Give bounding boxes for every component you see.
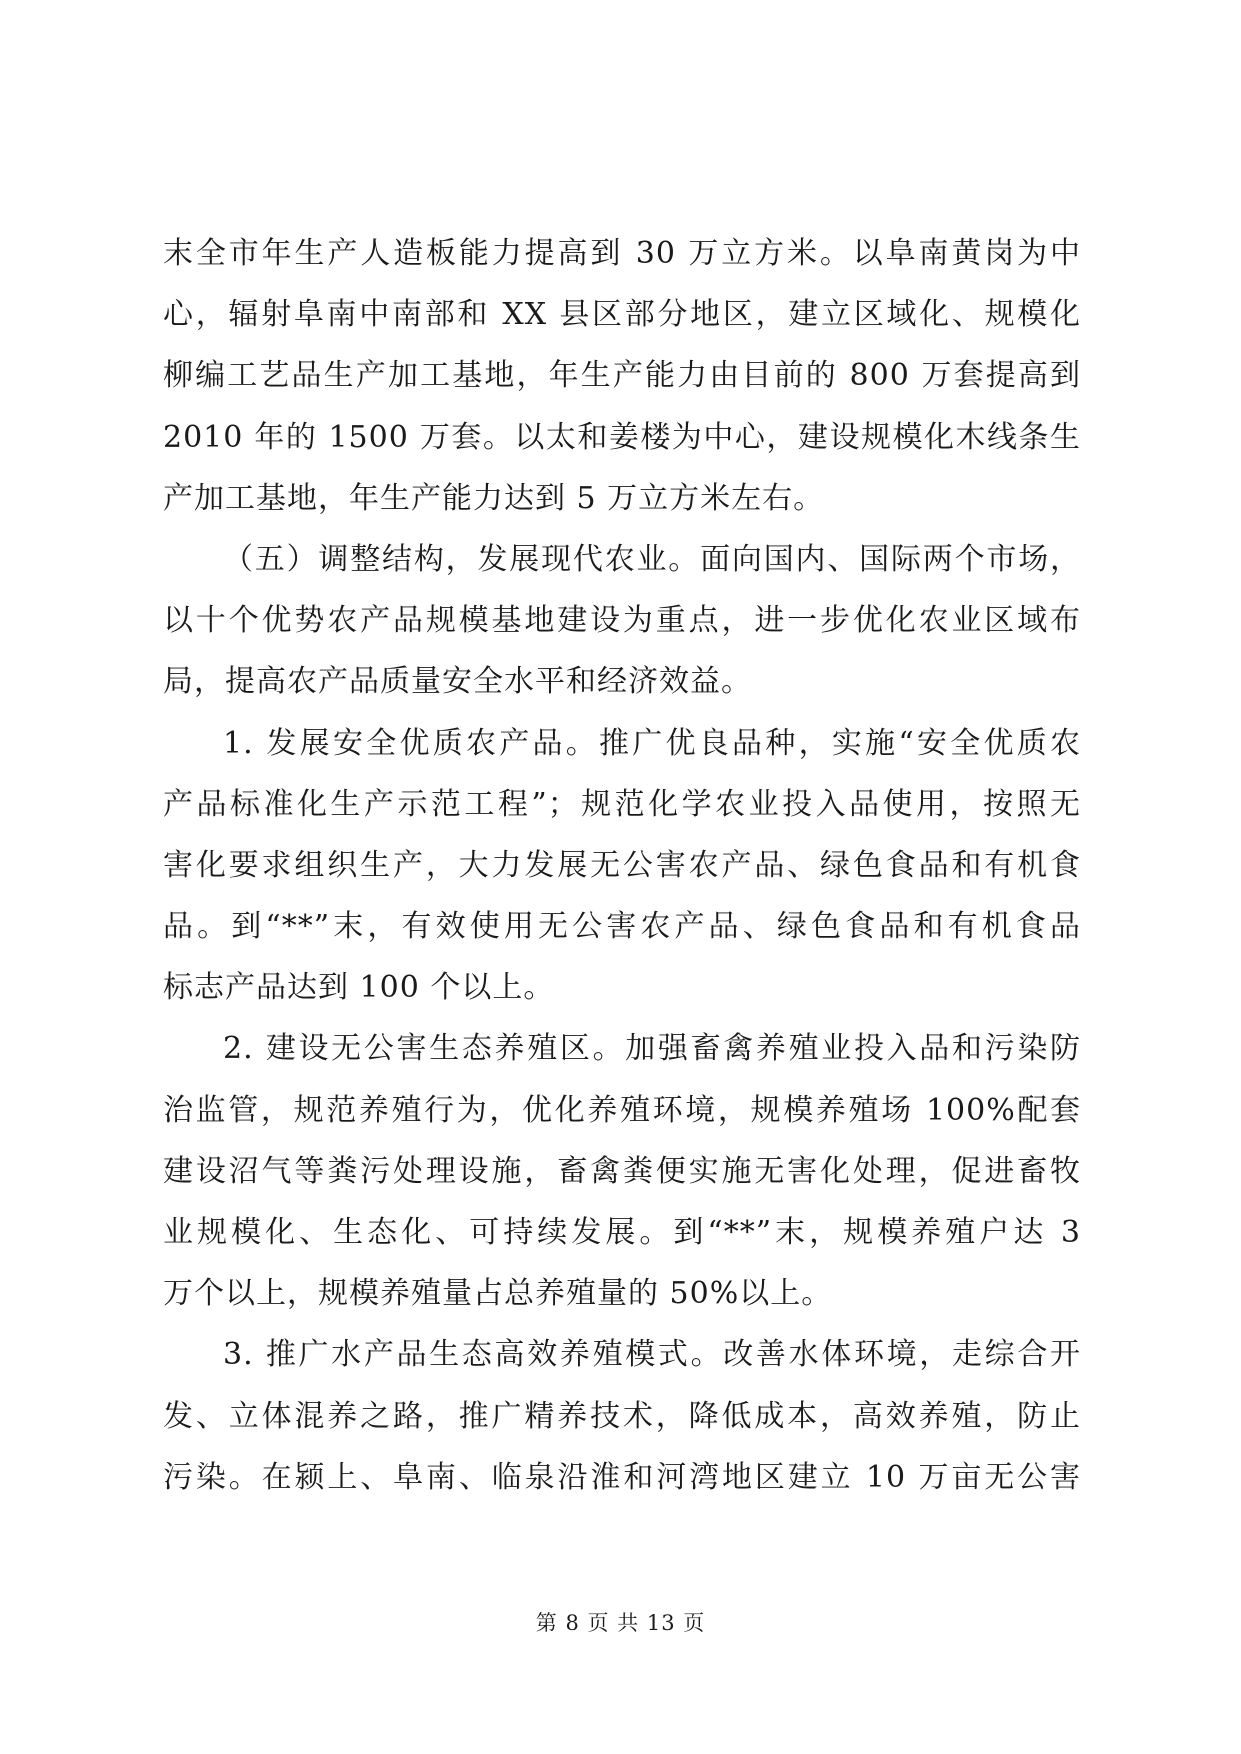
text-line: 业规模化、生态化、可持续发展。到“**”末，规模养殖户达 3	[163, 1215, 1081, 1250]
body-text	[163, 223, 1081, 1508]
text-line: 治监管，规范养殖行为，优化养殖环境，规模养殖场 100%配套	[163, 1092, 1081, 1128]
text-line: 局，提高农产品质量安全水平和经济效益。	[163, 664, 752, 700]
page-number: 第 8 页 共 13 页	[535, 1611, 706, 1635]
list-item-line: 3. 推广水产品生态高效养殖模式。改善水体环境，走综合开	[223, 1337, 1081, 1373]
text-line: 产加工基地，年生产能力达到 5 万立方米左右。	[163, 480, 825, 516]
text-line: 建设沼气等粪污处理设施，畜禽粪便实施无害化处理，促进畜牧	[163, 1153, 1081, 1189]
text-line: 标志产品达到 100 个以上。	[163, 970, 555, 1006]
text-line: 柳编工艺品生产加工基地，年生产能力由目前的 800 万套提高到	[163, 358, 1081, 394]
page-footer	[0, 1608, 1241, 1638]
text-line: 2010 年的 1500 万套。以太和姜楼为中心，建设规模化木线条生	[163, 419, 1081, 455]
text-line: 心，辐射阜南中南部和 XX 县区部分地区，建立区域化、规模化	[163, 297, 1081, 333]
text-line: 末全市年生产人造板能力提高到 30 万立方米。以阜南黄岗为中	[163, 236, 1081, 271]
text-line: 害化要求组织生产，大力发展无公害农产品、绿色食品和有机食	[163, 847, 1081, 883]
section-heading-line: （五）调整结构，发展现代农业。面向国内、国际两个市场，	[223, 541, 1081, 577]
list-item-line: 2. 建设无公害生态养殖区。加强畜禽养殖业投入品和污染防	[223, 1031, 1081, 1067]
text-line: 品。到“**”末，有效使用无公害农产品、绿色食品和有机食品	[163, 909, 1081, 945]
text-line: 发、立体混养之路，推广精养技术，降低成本，高效养殖，防止	[163, 1398, 1081, 1434]
text-line: 污染。在颍上、阜南、临泉沿淮和河湾地区建立 10 万亩无公害	[163, 1459, 1081, 1495]
text-line: 万个以上，规模养殖量占总养殖量的 50%以上。	[163, 1276, 833, 1312]
list-item-line: 1. 发展安全优质农产品。推广优良品种，实施“安全优质农	[223, 725, 1081, 761]
text-line: 产品标准化生产示范工程”；规范化学农业投入品使用，按照无	[163, 786, 1081, 822]
text-line: 以十个优势农产品规模基地建设为重点，进一步优化农业区域布	[163, 603, 1081, 639]
